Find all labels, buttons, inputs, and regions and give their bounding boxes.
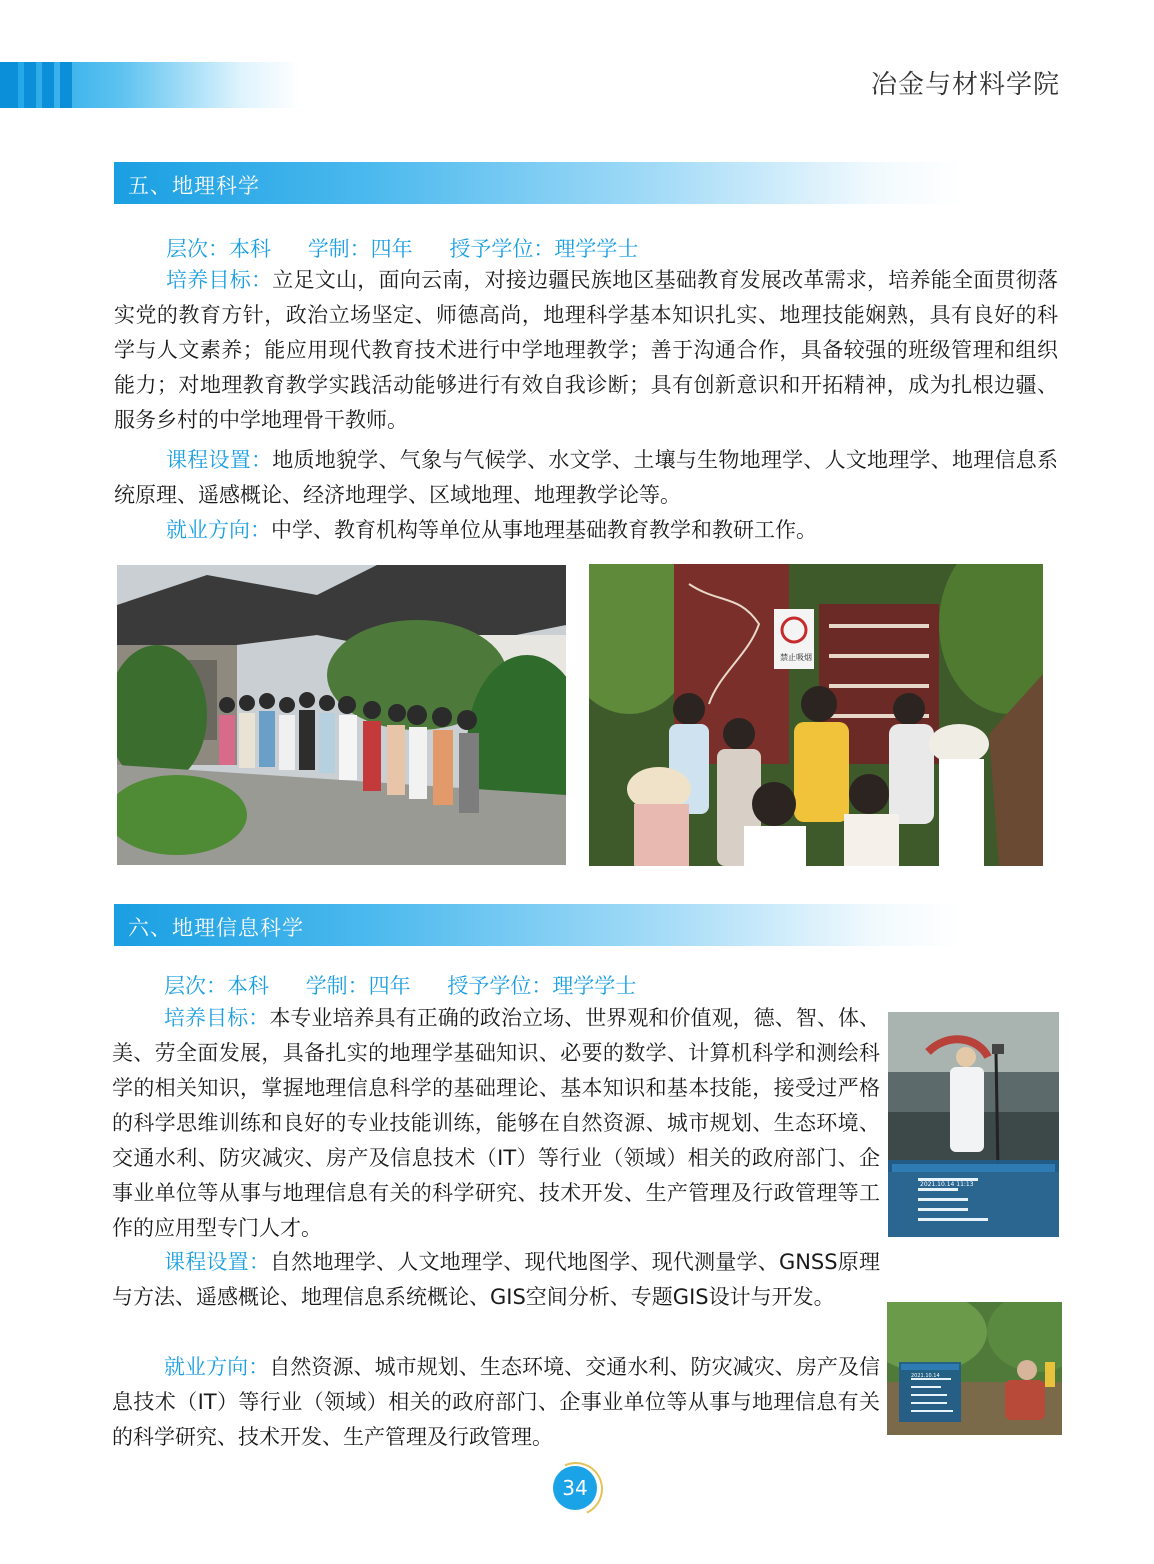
section6-heading-bar [114, 904, 964, 946]
section5-career-text: 中学、教育机构等单位从事地理基础教育教学和教研工作。 [271, 518, 817, 542]
section6-courses-text: 自然地理学、人文地理学、现代地图学、现代测量学、GNSS原理与方法、遥感概论、地理信息系统概论、GIS空间分析、专题GIS设计与开发。 [112, 1250, 881, 1309]
gnss-timestamp-1: 2021.10.14 11:13 [920, 1181, 974, 1188]
section5-courses-label: 课程设置： [166, 448, 273, 472]
header-stripes [0, 62, 78, 108]
section6-courses [112, 1245, 880, 1315]
section5-heading-bar [114, 162, 964, 204]
section6-courses-label: 课程设置： [164, 1250, 271, 1274]
section5-duration: 学制：四年 [307, 237, 413, 261]
section5-courses [114, 443, 1058, 513]
section6-title: 六、地理信息科学 [128, 916, 304, 940]
section6-degree: 授予学位：理学学士 [447, 974, 637, 998]
college-name: 冶金与材料学院 [870, 70, 1060, 100]
section6-level: 层次：本科 [164, 974, 269, 998]
section6-career-text: 自然资源、城市规划、生态环境、交通水利、防灾减灾、房产及信息技术（IT）等行业（领域）相关的政府部门、企事业单位等从事与地理信息有关的科学研究、技术开发、生产管理及行政管理。 [112, 1355, 881, 1449]
section6-goal-text: 本专业培养具有正确的政治立场、世界观和价值观，德、智、体、美、劳全面发展，具备扎实的地理学基础知识、必要的数学、计算机科学和测绘科学的相关知识，掌握地理信息科学的基础理论、基本知识和基本技能，接受过严格的科学思维训练和良好的专业技能训练，能够在自然资源、城市规划、生态环境、交通水利、防灾减灾、房产及信息技术（IT）等行业（领域）相关的政府部门、企事业单位等从事与地理信息有关的科学研究、技术开发、生产管理及行政管理等工作的应用型专门人才。 [112, 1006, 881, 1240]
section6-goal [112, 1001, 880, 1246]
gnss-timestamp-2: 2021.10.14 [911, 1373, 940, 1379]
section6-career [112, 1350, 880, 1455]
section5-meta [166, 233, 668, 263]
section6-career-label: 就业方向： [164, 1355, 270, 1379]
section5-career-label: 就业方向： [166, 518, 271, 542]
section6-goal-label: 培养目标： [164, 1006, 270, 1030]
section5-goal-label: 培养目标： [166, 268, 273, 292]
section5-title: 五、地理科学 [128, 174, 260, 198]
photo-field-measurement [887, 1302, 1062, 1435]
section6-duration: 学制：四年 [305, 974, 411, 998]
page-number-badge [549, 1462, 605, 1518]
photo-map-board-field-trip [589, 564, 1043, 866]
section5-level: 层次：本科 [166, 237, 271, 261]
page-number: 34 [553, 1466, 597, 1510]
section5-career [114, 513, 1058, 548]
section5-goal-text: 立足文山，面向云南，对接边疆民族地区基础教育发展改革需求，培养能全面贯彻落实党的教育方针，政治立场坚定、师德高尚，地理科学基本知识扎实、地理技能娴熟，具有良好的科学与人文素养；能应用现代教育技术进行中学地理教学；善于沟通合作，具备较强的班级管理和组织能力；对地理教育教学实践活动能够进行有效自我诊断；具有创新意识和开拓精神，成为扎根边疆、服务乡村的中学地理骨干教师。 [114, 268, 1059, 432]
section6-meta [164, 970, 666, 1000]
no-smoking-sign: 禁止吸烟 [780, 653, 812, 662]
section5-degree: 授予学位：理学学士 [449, 237, 639, 261]
photo-courtyard-field-trip [117, 565, 566, 865]
photo-gnss-survey [888, 1012, 1059, 1237]
section5-courses-text: 地质地貌学、气象与气候学、水文学、土壤与生物地理学、人文地理学、地理信息系统原理、遥感概论、经济地理学、区域地理、地理教学论等。 [114, 448, 1059, 507]
section5-goal [114, 263, 1058, 438]
